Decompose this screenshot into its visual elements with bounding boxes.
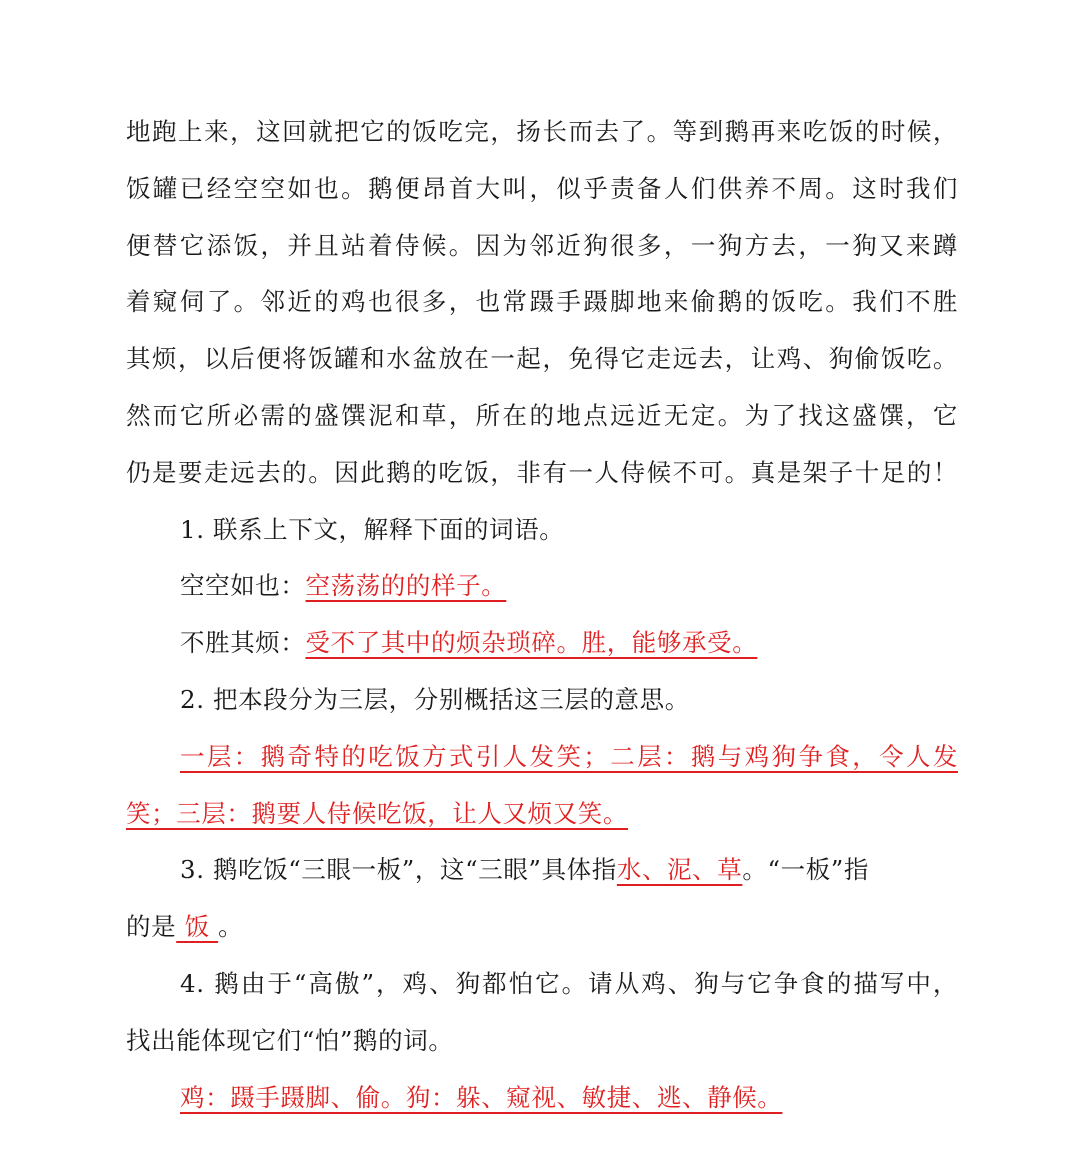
answer-text: 笑；三层：鹅要人侍候吃饭，让人又烦又笑。 — [126, 798, 628, 828]
answer-text: 一层：鹅奇特的吃饭方式引人发笑；二层：鹅与鸡狗争食，令人发 — [180, 741, 958, 771]
passage-line: 然而它所必需的盛馔泥和草，所在的地点远近无定。为了找这盛馔，它 — [126, 400, 958, 430]
passage-line: 地跑上来，这回就把它的饭吃完，扬长而去了。等到鹅再来吃饭的时候， — [126, 117, 958, 146]
answer-text: 鸡：蹑手蹑脚、偷。狗：躲、窥视、敏捷、逃、静候。 — [180, 1082, 783, 1112]
answer-text: 饭 — [176, 912, 219, 942]
answer-text: 受不了其中的烦杂琐碎。胜，能够承受。 — [305, 628, 758, 658]
question-1-item-2 — [126, 615, 958, 672]
question-1-prompt: 1. 联系上下文，解释下面的词语。 — [180, 514, 565, 544]
passage-line: 仍是要走远去的。因此鹅的吃饭，非有一人侍候不可。真是架子十足的！ — [126, 457, 958, 487]
question-1-item-1 — [126, 558, 958, 615]
question-2-answer-line-2 — [126, 786, 958, 843]
passage-line: 着窥伺了。邻近的鸡也很多，也常蹑手蹑脚地来偷鹅的饭吃。我们不胜 — [126, 287, 958, 317]
question-4-prompt-line-2: 找出能体现它们“怕”鹅的词。 — [126, 1025, 454, 1055]
answer-text: 空荡荡的的样子。 — [305, 571, 507, 601]
passage-line: 便替它添饭，并且站着侍候。因为邻近狗很多，一狗方去，一狗又来蹲 — [126, 230, 958, 260]
question-3-line-1 — [126, 842, 958, 899]
question-4-answer-line — [126, 1070, 958, 1127]
question-text: 的是 — [126, 912, 177, 942]
question-text: 。“一板”指 — [742, 855, 870, 885]
question-2-answer-line-1 — [126, 729, 958, 786]
question-2-prompt: 2. 把本段分为三层，分别概括这三层的意思。 — [180, 684, 690, 714]
question-text: 。 — [218, 912, 244, 942]
passage-line: 其烦，以后便将饭罐和水盆放在一起，免得它走远去，让鸡、狗偷饭吃。 — [126, 344, 958, 374]
question-text: 3. 鹅吃饭“三眼一板”，这“三眼”具体指 — [180, 855, 617, 885]
passage-line: 饭罐已经空空如也。鹅便昂首大叫，似乎责备人们供养不周。这时我们 — [126, 173, 958, 203]
document-content — [126, 104, 958, 1126]
item-label: 空空如也： — [180, 571, 306, 601]
answer-text: 水、泥、草 — [616, 855, 743, 885]
item-label: 不胜其烦： — [180, 628, 306, 658]
question-4-prompt-line-1: 4. 鹅由于“高傲”，鸡、狗都怕它。请从鸡、狗与它争食的描写中， — [180, 968, 958, 998]
question-3-line-2 — [126, 899, 958, 956]
